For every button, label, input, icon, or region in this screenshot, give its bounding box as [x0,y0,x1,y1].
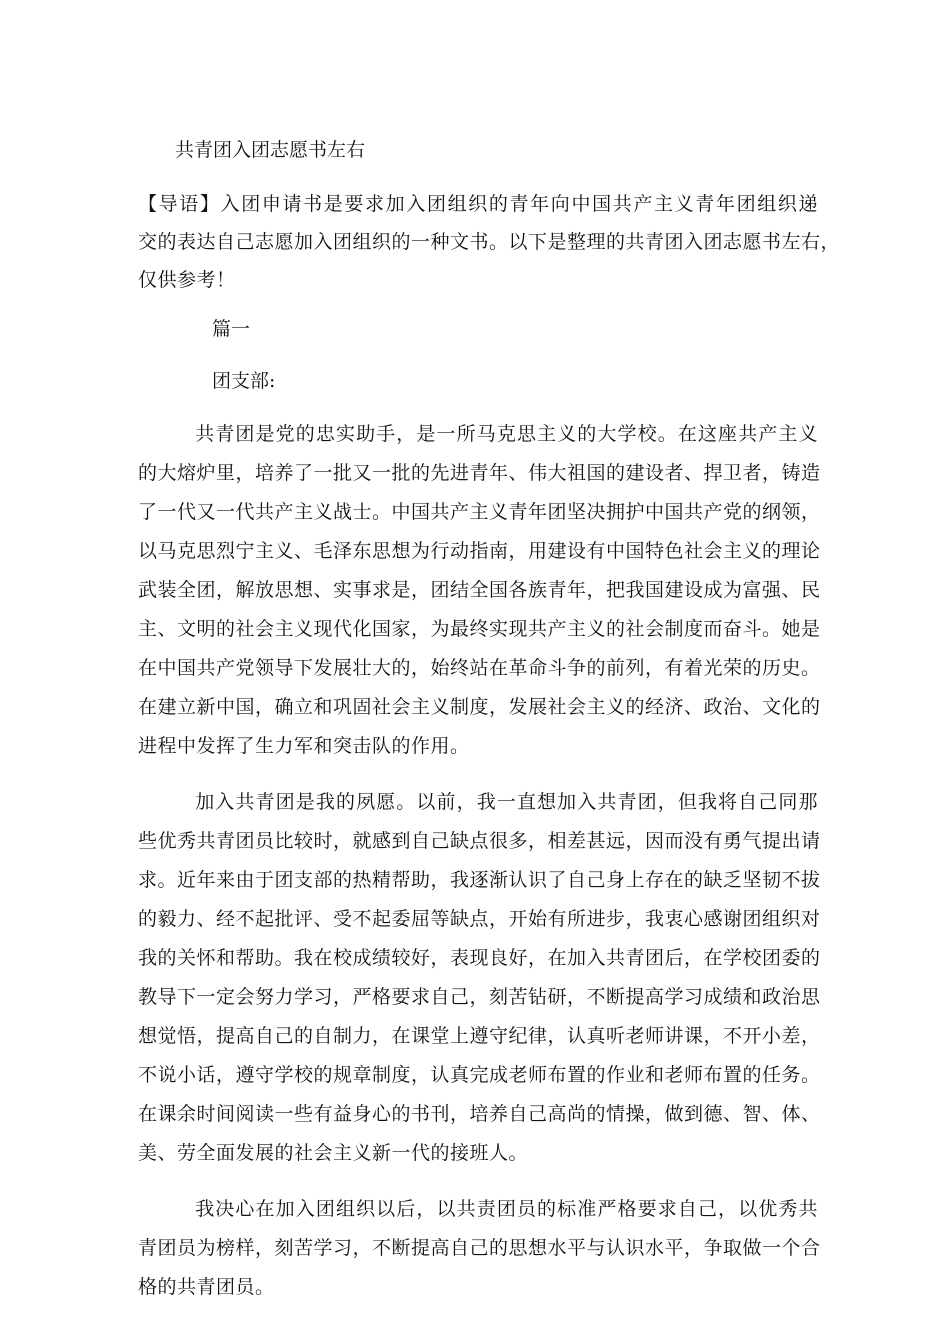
intro-line: 交的表达自己志愿加入团组织的一种文书。以下是整理的共青团入团志愿书左右， [138,231,841,253]
paragraph-line: 不说小话，遵守学校的规章制度，认真完成老师布置的作业和老师布置的任务。 [138,1064,821,1086]
paragraph-line: 青团员为榜样，刻苦学习，不断提高自己的思想水平与认识水平，争取做一个合 [138,1237,821,1259]
salutation: 团支部: [212,370,276,392]
paragraph-line: 的大熔炉里，培养了一批又一批的先进青年、伟大祖国的建设者、捍卫者，铸造 [138,462,821,484]
paragraph-line: 教导下一定会努力学习，严格要求自己，刻苦钻研，不断提高学习成绩和政治思 [138,986,821,1008]
paragraph-line: 在课余时间阅读一些有益身心的书刊，培养自己高尚的情操，做到德、智、体、 [138,1103,821,1125]
paragraph-line: 加入共青团是我的夙愿。以前，我一直想加入共青团，但我将自己同那 [138,791,818,813]
paragraph-line: 些优秀共青团员比较时，就感到自己缺点很多，相差甚远，因而没有勇气提出请 [138,830,821,852]
intro-line: 仅供参考！ [138,269,236,291]
paragraph-line: 美、劳全面发展的社会主义新一代的接班人。 [138,1142,529,1164]
paragraph-line: 在中国共产党领导下发展壮大的，始终站在革命斗争的前列，有着光荣的历史。 [138,657,821,679]
paragraph-line: 格的共青团员。 [138,1276,275,1298]
paragraph-line: 进程中发挥了生力军和突击队的作用。 [138,735,470,757]
section-heading: 篇一 [212,318,251,340]
paragraph-line: 我决心在加入团组织以后，以共责团员的标准严格要求自己，以优秀共 [138,1198,818,1220]
paragraph-line: 的毅力、经不起批评、受不起委屈等缺点，开始有所进步，我衷心感谢团组织对 [138,908,821,930]
paragraph-line: 在建立新中国，确立和巩固社会主义制度，发展社会主义的经济、政治、文化的 [138,696,821,718]
paragraph-line: 想觉悟，提高自己的自制力，在课堂上遵守纪律，认真听老师讲课，不开小差， [138,1025,821,1047]
paragraph-line: 共青团是党的忠实助手，是一所马克思主义的大学校。在这座共产主义 [138,423,818,445]
paragraph-line: 武装全团，解放思想、实事求是，团结全国各族青年，把我国建设成为富强、民 [138,579,821,601]
paragraph-line: 求。近年来由于团支部的热精帮助，我逐渐认识了自己身上存在的缺乏坚韧不拔 [138,869,821,891]
paragraph-line: 了一代又一代共产主义战士。中国共产主义青年团坚决拥护中国共产党的纲领， [138,501,821,523]
paragraph-line: 以马克思烈宁主义、毛泽东思想为行动指南，用建设有中国特色社会主义的理论 [138,540,821,562]
intro-line: 【导语】入团申请书是要求加入团组织的青年向中国共产主义青年团组织递 [138,193,818,215]
document-title: 共青团入团志愿书左右 [175,139,366,161]
paragraph-line: 我的关怀和帮助。我在校成绩较好，表现良好，在加入共青团后，在学校团委的 [138,947,821,969]
paragraph-line: 主、文明的社会主义现代化国家，为最终实现共产主义的社会制度而奋斗。她是 [138,618,821,640]
